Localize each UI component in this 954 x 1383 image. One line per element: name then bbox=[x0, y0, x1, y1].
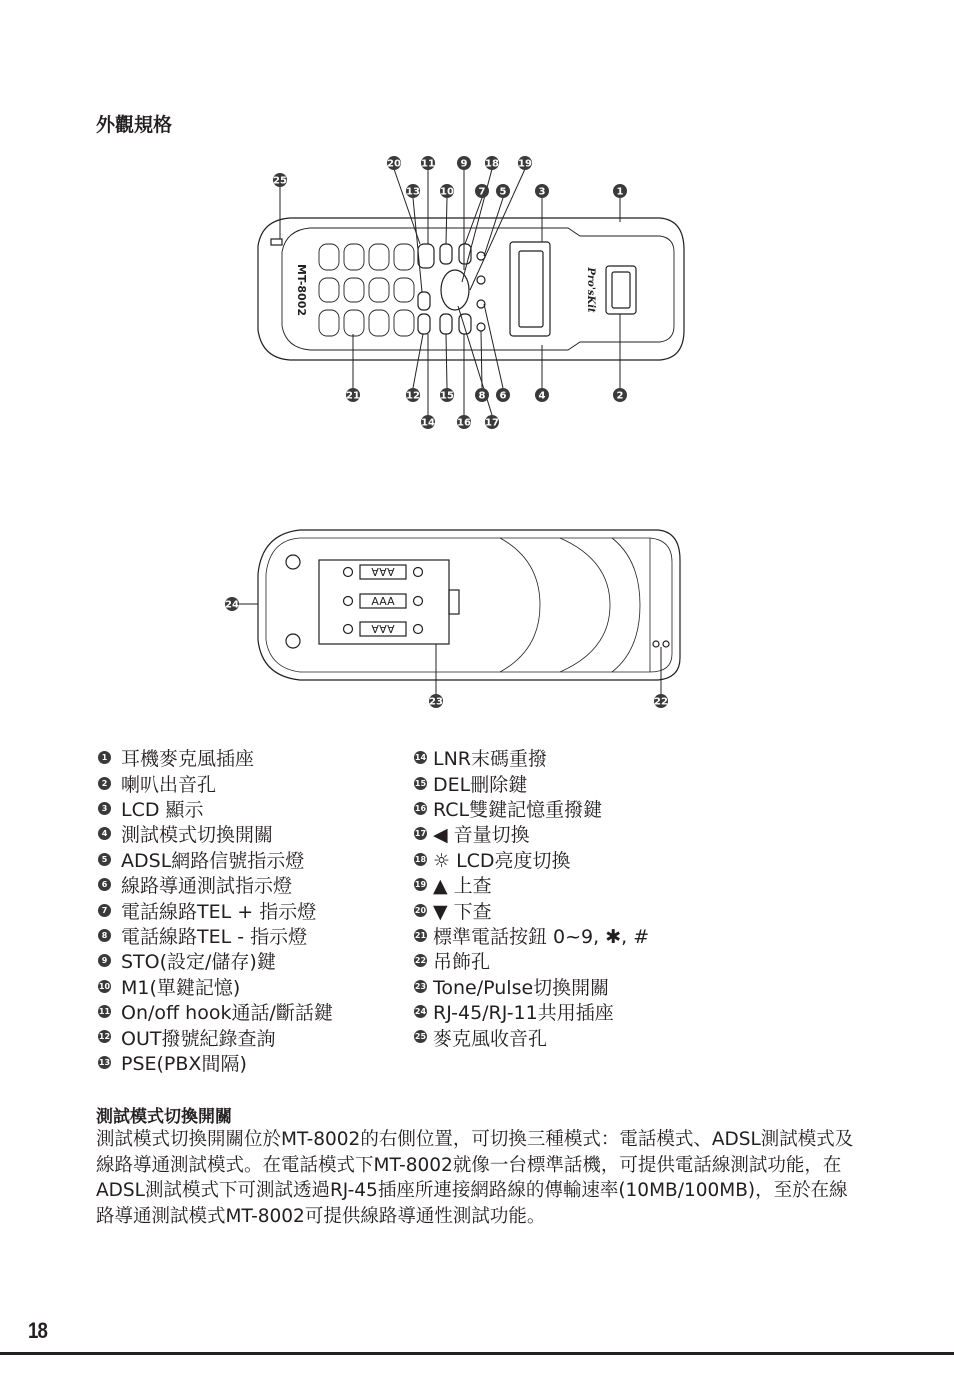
footer-rule bbox=[0, 1352, 954, 1355]
svg-text:2: 2 bbox=[616, 390, 624, 402]
callout-3 bbox=[535, 184, 549, 198]
svg-text:5: 5 bbox=[499, 186, 507, 198]
legend-item bbox=[98, 770, 333, 795]
legend-item bbox=[414, 999, 649, 1024]
svg-text:17: 17 bbox=[485, 417, 499, 429]
svg-text:6: 6 bbox=[499, 390, 507, 402]
legend-text: 喇叭出音孔 bbox=[121, 773, 217, 796]
legend-text: ▼ 下查 bbox=[433, 900, 492, 923]
legend-number-badge: 17 bbox=[414, 829, 427, 839]
legend-item bbox=[414, 948, 649, 973]
legend-number-badge: 7 bbox=[98, 904, 111, 917]
callout-20 bbox=[387, 156, 401, 170]
legend-number-badge: 2 bbox=[98, 777, 111, 790]
back-view bbox=[258, 530, 680, 680]
legend-number-badge: 1 bbox=[98, 751, 111, 764]
body-paragraph: 測試模式切換開關位於MT-8002的右側位置，可切換三種模式：電話模式、ADSL測試模式及線路導通測試模式。在電話模式下MT-8002就像一台標準話機，可提供電話線測試功能，在ADSL測試模式下可測試透過RJ-45插座所連接網路線的傳輸速率(10MB/100MB)，至於在線路導通測試模式MT-8002可提供線路導通性測試功能。 bbox=[96, 1129, 854, 1227]
callout-2 bbox=[613, 388, 627, 402]
legend-item bbox=[414, 847, 649, 872]
legend-text: LNR末碼重撥 bbox=[433, 748, 548, 771]
legend-item bbox=[414, 745, 649, 770]
legend-number-badge: 9 bbox=[98, 954, 111, 967]
page-heading: 外觀規格 bbox=[96, 114, 173, 136]
battery-label-2: AAA bbox=[371, 595, 395, 608]
legend-item bbox=[98, 974, 333, 999]
legend-number-badge: 11 bbox=[98, 1007, 111, 1017]
legend-number-badge: 19 bbox=[414, 880, 427, 890]
callout-15 bbox=[440, 388, 454, 402]
legend-text: RCL雙鍵記憶重撥鍵 bbox=[433, 798, 603, 821]
svg-text:23: 23 bbox=[429, 696, 443, 708]
legend-text: Tone/Pulse切換開關 bbox=[433, 976, 610, 999]
legend-item bbox=[414, 821, 649, 846]
legend-number-badge: 23 bbox=[414, 981, 427, 991]
legend-text: ☼ LCD亮度切換 bbox=[433, 849, 571, 872]
legend-text: 麥克風收音孔 bbox=[433, 1027, 548, 1050]
legend-item bbox=[414, 1024, 649, 1049]
callout-10 bbox=[440, 184, 454, 198]
svg-text:8: 8 bbox=[478, 390, 486, 402]
legend-text: STO(設定/儲存)鍵 bbox=[121, 951, 276, 974]
svg-text:13: 13 bbox=[406, 186, 420, 198]
legend-number-badge: 8 bbox=[98, 929, 111, 942]
section-title: 測試模式切換開關 bbox=[96, 1107, 232, 1127]
svg-text:20: 20 bbox=[387, 158, 401, 170]
callout-22 bbox=[654, 694, 668, 708]
svg-text:14: 14 bbox=[421, 417, 435, 429]
legend-item bbox=[98, 796, 333, 821]
svg-text:16: 16 bbox=[457, 417, 471, 429]
legend-number-badge: 16 bbox=[414, 803, 427, 813]
callout-25 bbox=[273, 173, 287, 187]
callout-8 bbox=[475, 388, 489, 402]
callout-16 bbox=[457, 415, 471, 429]
svg-text:25: 25 bbox=[273, 175, 287, 187]
legend-text: ◀ 音量切換 bbox=[433, 824, 530, 847]
legend-text: PSE(PBX間隔) bbox=[121, 1052, 247, 1075]
legend-text: OUT撥號紀錄查詢 bbox=[121, 1027, 276, 1050]
svg-text:11: 11 bbox=[421, 158, 435, 170]
callout-14 bbox=[421, 415, 435, 429]
legend-text: ▲ 上查 bbox=[433, 875, 492, 898]
svg-text:24: 24 bbox=[225, 599, 239, 611]
legend-item bbox=[98, 1024, 333, 1049]
battery-label-1: AAA bbox=[371, 565, 395, 578]
callout-18 bbox=[485, 156, 499, 170]
legend-item bbox=[414, 923, 649, 948]
legend-item bbox=[414, 796, 649, 821]
svg-text:21: 21 bbox=[346, 390, 360, 402]
callout-6 bbox=[496, 388, 510, 402]
legend-text: DEL刪除鍵 bbox=[433, 773, 528, 796]
svg-text:9: 9 bbox=[460, 158, 468, 170]
legend-number-badge: 14 bbox=[414, 753, 427, 763]
callout-13 bbox=[406, 184, 420, 198]
legend-text: 電話線路TEL - 指示燈 bbox=[121, 925, 308, 948]
svg-text:22: 22 bbox=[654, 696, 668, 708]
legend-text: 線路導通測試指示燈 bbox=[121, 875, 293, 898]
legend-text: On/off hook通話/斷話鍵 bbox=[121, 1002, 333, 1025]
callout-17 bbox=[485, 415, 499, 429]
legend-item bbox=[98, 872, 333, 897]
callout-21 bbox=[346, 388, 360, 402]
callout-7 bbox=[475, 184, 489, 198]
legend-number-badge: 5 bbox=[98, 853, 111, 866]
legend-item bbox=[414, 872, 649, 897]
legend-number-badge: 12 bbox=[98, 1032, 111, 1042]
legend-text: 耳機麥克風插座 bbox=[121, 748, 255, 771]
legend-text: LCD 顯示 bbox=[121, 798, 204, 821]
legend-number-badge: 13 bbox=[98, 1057, 111, 1067]
legend-number-badge: 10 bbox=[98, 981, 111, 991]
legend-number-badge: 18 bbox=[414, 854, 427, 864]
callout-23 bbox=[429, 694, 443, 708]
legend-item bbox=[98, 948, 333, 973]
legend-number-badge: 24 bbox=[414, 1007, 427, 1017]
svg-text:12: 12 bbox=[406, 390, 420, 402]
legend-text: 標準電話按鈕 0~9, ✱, # bbox=[433, 925, 650, 948]
legend-left bbox=[98, 745, 333, 1075]
legend-item bbox=[414, 974, 649, 999]
legend-text: ADSL網路信號指示燈 bbox=[121, 849, 305, 872]
legend-item bbox=[414, 897, 649, 922]
callout-1 bbox=[613, 184, 627, 198]
svg-text:3: 3 bbox=[538, 186, 546, 198]
legend-number-badge: 4 bbox=[98, 827, 111, 840]
legend-number-badge: 22 bbox=[414, 956, 427, 966]
svg-text:7: 7 bbox=[478, 186, 486, 198]
callout-11 bbox=[421, 156, 435, 170]
legend-number-badge: 25 bbox=[414, 1032, 427, 1042]
svg-text:15: 15 bbox=[440, 390, 454, 402]
legend-text: 電話線路TEL + 指示燈 bbox=[121, 900, 317, 923]
callout-12 bbox=[406, 388, 420, 402]
legend-text: 測試模式切換開關 bbox=[121, 824, 274, 847]
legend-number-badge: 3 bbox=[98, 802, 111, 815]
svg-text:19: 19 bbox=[518, 158, 532, 170]
legend-number-badge: 20 bbox=[414, 905, 427, 915]
legend-item bbox=[98, 847, 333, 872]
legend-right bbox=[414, 745, 649, 1050]
legend-item bbox=[98, 745, 333, 770]
brand-label: Pro'sKit bbox=[585, 267, 596, 313]
legend-number-badge: 15 bbox=[414, 778, 427, 788]
page-number: 18 bbox=[28, 1318, 48, 1343]
svg-text:4: 4 bbox=[538, 390, 546, 402]
callout-9 bbox=[457, 156, 471, 170]
legend-item bbox=[98, 999, 333, 1024]
legend-number-badge: 6 bbox=[98, 878, 111, 891]
battery-label-3: AAA bbox=[371, 622, 395, 635]
legend-number-badge: 21 bbox=[414, 930, 427, 940]
legend-text: RJ-45/RJ-11共用插座 bbox=[433, 1002, 614, 1025]
svg-text:10: 10 bbox=[440, 186, 454, 198]
legend-item bbox=[414, 770, 649, 795]
callout-4 bbox=[535, 388, 549, 402]
callout-19 bbox=[518, 156, 532, 170]
legend-item bbox=[98, 923, 333, 948]
svg-text:18: 18 bbox=[485, 158, 499, 170]
keypad bbox=[319, 244, 414, 336]
svg-text:1: 1 bbox=[616, 186, 624, 198]
callout-5 bbox=[496, 184, 510, 198]
legend-text: 吊飾孔 bbox=[433, 951, 491, 974]
legend-item bbox=[98, 897, 333, 922]
legend-item bbox=[98, 1050, 333, 1075]
model-label: MT-8002 bbox=[295, 263, 308, 317]
callout-24 bbox=[225, 597, 239, 611]
legend-item bbox=[98, 821, 333, 846]
legend-text: M1(單鍵記憶) bbox=[121, 976, 241, 999]
